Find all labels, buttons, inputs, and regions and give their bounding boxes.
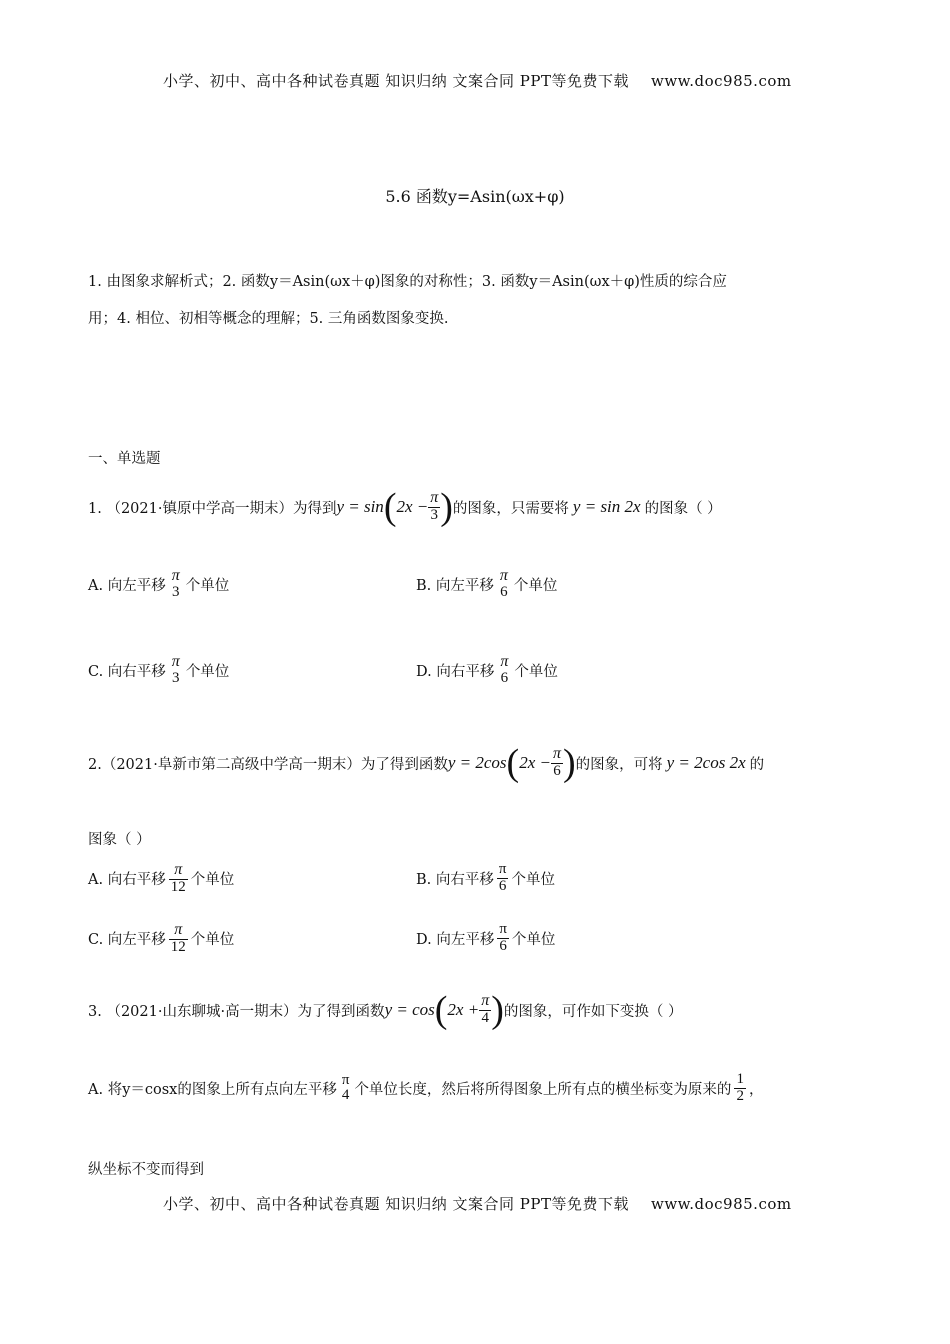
option-comma: ， (748, 1081, 764, 1098)
footer-text: 小学、初中、高中各种试卷真题 知识归纳 文案合同 PPT等免费下载 (163, 1195, 629, 1213)
q2-middle: 的图象，可将 (575, 756, 663, 773)
page-footer (163, 1193, 792, 1214)
option-unit: 个单位 (190, 932, 235, 949)
half-fraction: $\frac{1}{2}$ (736, 1071, 744, 1104)
formula-text: y = sin 2x (572, 497, 641, 516)
option-text: A. 将y＝cosx的图象上所有点向左平移 (88, 1081, 337, 1098)
pi-fraction: $\frac{\pi}{3}$ (430, 489, 439, 524)
formula-text: y = 2cos 2x (666, 753, 746, 772)
formula-text: 2x − (396, 497, 429, 516)
q1-prefix: 1. （2021·镇原中学高一期末）为得到 (88, 500, 337, 517)
pi-fraction: $\frac{\pi}{12}$ (170, 861, 186, 895)
option-label: C. 向右平移 (88, 663, 166, 680)
q2-formula-2 (667, 753, 746, 773)
pi-fraction: $\frac{\pi}{12}$ (170, 921, 186, 955)
option-unit: 个单位 (190, 872, 235, 889)
pi-fraction: π 4 (341, 1071, 350, 1104)
left-paren: ( (506, 742, 520, 784)
q1-option-d[interactable] (416, 654, 558, 687)
q1-option-b[interactable] (416, 568, 557, 601)
q3-formula (385, 991, 504, 1029)
q2-formula (448, 744, 576, 782)
page-title: 5.6 函数y=Asin(ωx+φ) (385, 187, 565, 206)
left-paren: ( (434, 989, 448, 1031)
q2-option-d[interactable] (416, 922, 555, 955)
formula-text: 2x + (447, 1000, 480, 1019)
q1-suffix: 的图象（ ） (644, 500, 722, 517)
header-url[interactable]: www.doc985.com (651, 72, 792, 90)
q2-option-b[interactable] (416, 862, 555, 895)
q3-prefix: 3. （2021·山东聊城·高一期末）为了得到函数 (88, 1003, 385, 1020)
option-label: A. 向右平移 (88, 872, 166, 889)
q2-line-2: 图象（ ） (88, 832, 151, 848)
option-unit: 个单位 (185, 577, 230, 594)
q1-formula (336, 488, 452, 526)
formula-text: y = cos (384, 1000, 435, 1019)
q2-option-c[interactable] (88, 922, 234, 956)
option-label: B. 向右平移 (416, 871, 494, 888)
header-text: 小学、初中、高中各种试卷真题 知识归纳 文案合同 PPT等免费下载 (163, 72, 629, 90)
q1-middle: 的图象，只需要将 (452, 500, 569, 517)
pi-fraction: π 6 (500, 653, 509, 686)
section-heading: 一、单选题 (88, 451, 161, 467)
q2-option-a[interactable] (88, 862, 234, 896)
q2-suffix: 的 (749, 756, 765, 773)
pi-fraction: π 3 (171, 567, 180, 600)
option-label: D. 向左平移 (416, 931, 495, 948)
q3-option-a-line-2: 纵坐标不变而得到 (88, 1162, 204, 1178)
option-text: 个单位长度，然后将所得图象上所有点的横坐标变为原来的 (354, 1081, 732, 1098)
right-paren: ) (562, 742, 576, 784)
option-unit: 个单位 (511, 931, 556, 948)
left-paren: ( (383, 486, 397, 528)
q3-suffix: 的图象，可作如下变换（ ） (503, 1003, 683, 1020)
question-3 (88, 985, 682, 1035)
intro-line-2: 用；4. 相位、初相等概念的理解；5. 三角函数图象变换. (88, 311, 449, 327)
formula-text: y = 2cos (447, 753, 507, 772)
pi-fraction: $\frac{\pi}{6}$ (499, 921, 507, 954)
q1-formula-2 (573, 497, 641, 517)
footer-url[interactable]: www.doc985.com (651, 1195, 792, 1213)
pi-fraction: $\frac{\pi}{6}$ (498, 861, 507, 894)
option-label: B. 向左平移 (416, 577, 494, 594)
page-header (163, 70, 792, 91)
pi-fraction: π 6 (499, 567, 508, 600)
q1-option-a[interactable] (88, 568, 229, 601)
question-1 (88, 482, 722, 532)
right-paren: ) (491, 989, 504, 1031)
option-unit: 个单位 (514, 663, 558, 680)
option-unit: 个单位 (511, 871, 555, 888)
right-paren: ) (440, 486, 453, 528)
question-2 (88, 738, 764, 788)
q2-prefix: 2.（2021·阜新市第二高级中学高一期末）为了得到函数 (88, 756, 448, 773)
q3-option-a[interactable] (88, 1072, 763, 1105)
option-label: C. 向左平移 (88, 932, 166, 949)
option-label: A. 向左平移 (88, 577, 166, 594)
option-unit: 个单位 (513, 577, 558, 594)
intro-line-1: 1. 由图象求解析式；2. 函数y＝Asin(ωx＋φ)图象的对称性；3. 函数y＝Asin(ωx＋φ)性质的综合应 (88, 274, 727, 290)
pi-fraction: $\frac{\pi}{4}$ (481, 992, 490, 1027)
option-label: D. 向右平移 (416, 663, 495, 680)
option-unit: 个单位 (185, 663, 230, 680)
pi-fraction: $\frac{\pi}{6}$ (552, 745, 561, 780)
formula-text: y = sin (336, 497, 384, 516)
pi-fraction: π 3 (171, 653, 180, 686)
formula-text: 2x − (519, 753, 551, 772)
q1-option-c[interactable] (88, 654, 229, 687)
